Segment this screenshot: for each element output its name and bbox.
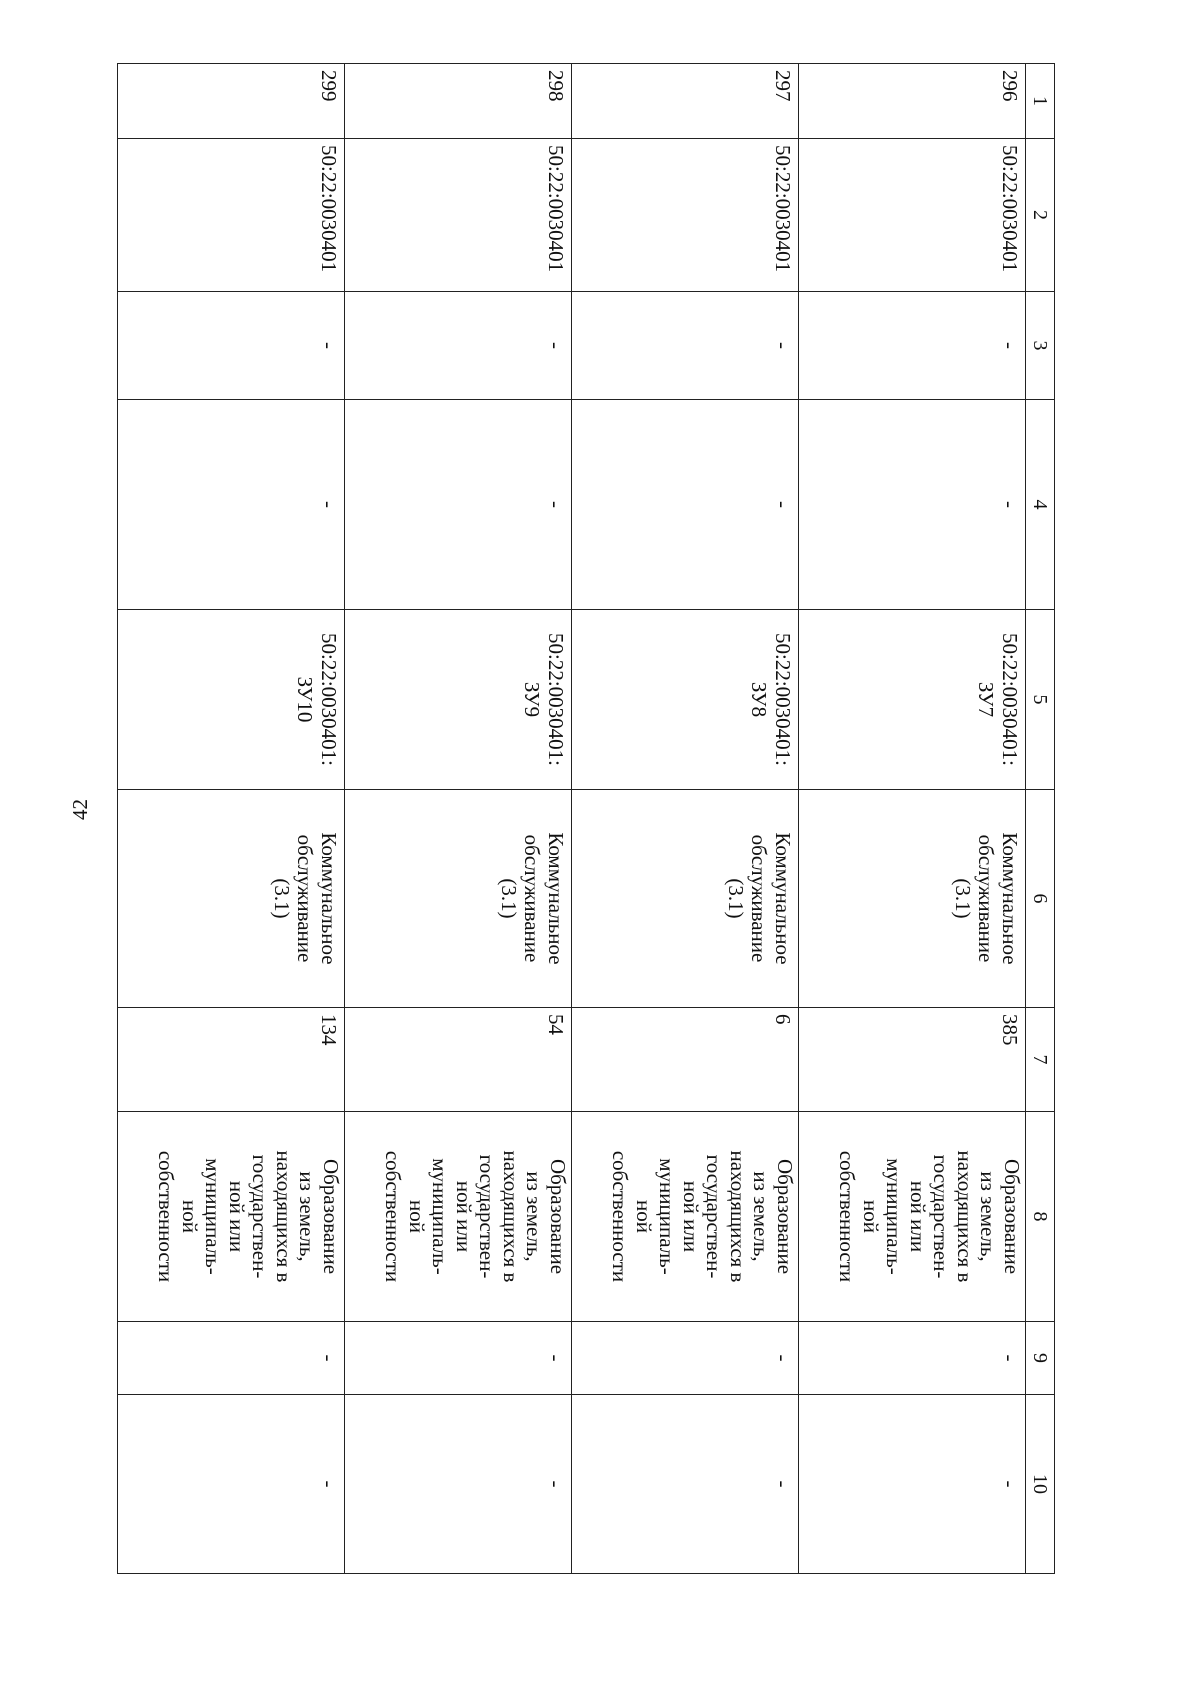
cell-line: ной xyxy=(177,1200,202,1233)
cell-line: находящихся в xyxy=(952,1150,977,1283)
col10-value xyxy=(798,1395,1025,1574)
col3-value xyxy=(798,292,1025,400)
cell-line: - xyxy=(770,342,795,349)
cell-line: 50:22:0030401 xyxy=(316,145,341,273)
cell-line: (3.1) xyxy=(496,878,521,919)
cell-line: - xyxy=(997,1354,1022,1362)
cell-line: 297 xyxy=(770,70,795,102)
cell-line: - xyxy=(770,1480,795,1488)
area-value xyxy=(344,1008,571,1112)
row-number xyxy=(344,64,571,139)
cell-line: муниципаль- xyxy=(201,1158,226,1275)
cell-line: - xyxy=(543,1480,568,1488)
col9-value xyxy=(117,1322,344,1395)
row-number xyxy=(117,64,344,139)
area-value xyxy=(571,1008,798,1112)
cell-line: - xyxy=(997,1480,1022,1488)
cadastral-designation xyxy=(117,610,344,790)
header-cell: 5 xyxy=(1025,610,1054,790)
cell-line: ной xyxy=(631,1200,656,1233)
header-cell: 4 xyxy=(1025,400,1054,610)
cell-line: обслуживание xyxy=(974,834,999,963)
cell-line: ЗУ7 xyxy=(974,681,999,718)
row-number xyxy=(798,64,1025,139)
cell-line: из земель, xyxy=(522,1171,547,1262)
cell-line: - xyxy=(770,501,795,508)
cell-line: Образование xyxy=(318,1158,343,1275)
cell-line: - xyxy=(316,342,341,349)
header-row xyxy=(1025,64,1054,1574)
cell-line: собственности xyxy=(835,1150,859,1283)
cell-line: находящихся в xyxy=(498,1150,523,1283)
formation-method xyxy=(571,1112,798,1322)
cell-line: 50:22:0030401: xyxy=(543,632,568,766)
cell-line: ЗУ10 xyxy=(293,676,318,723)
cell-line: ной или xyxy=(224,1180,249,1253)
header-cell: 2 xyxy=(1025,139,1054,292)
permitted-use xyxy=(117,790,344,1008)
cell-line: находящихся в xyxy=(271,1150,296,1283)
cell-line: - xyxy=(316,1354,341,1362)
col3-value xyxy=(117,292,344,400)
cell-line: ной или xyxy=(678,1180,703,1253)
col3-value xyxy=(344,292,571,400)
cell-line: обслуживание xyxy=(747,834,772,963)
formation-method xyxy=(117,1112,344,1322)
cell-line: 50:22:0030401 xyxy=(543,145,568,273)
cell-line: (3.1) xyxy=(269,878,294,919)
cell-line: собственности xyxy=(154,1150,178,1283)
formation-method xyxy=(798,1112,1025,1322)
cell-line: муниципаль- xyxy=(428,1158,453,1275)
cell-line: - xyxy=(997,501,1022,508)
cell-line: 6 xyxy=(770,1014,795,1025)
quarter-number xyxy=(117,139,344,292)
header-cell: 1 xyxy=(1025,64,1054,139)
cell-line: - xyxy=(770,1354,795,1362)
header-cell: 3 xyxy=(1025,292,1054,400)
cell-line: 50:22:0030401 xyxy=(997,145,1022,273)
land-plots-table xyxy=(117,63,1055,1574)
cell-line: собственности xyxy=(381,1150,405,1283)
cell-line: государствен- xyxy=(248,1154,273,1279)
cell-line: 298 xyxy=(543,70,568,102)
table-row xyxy=(571,64,798,1574)
cell-line: 385 xyxy=(997,1014,1022,1046)
col10-value xyxy=(117,1395,344,1574)
quarter-number xyxy=(571,139,798,292)
cell-line: ной xyxy=(858,1200,883,1233)
cell-line: - xyxy=(543,501,568,508)
quarter-number xyxy=(344,139,571,292)
permitted-use xyxy=(571,790,798,1008)
col4-value xyxy=(798,400,1025,610)
cell-line: Коммунальное xyxy=(997,832,1022,965)
cell-line: муниципаль- xyxy=(882,1158,907,1275)
formation-method xyxy=(344,1112,571,1322)
table-row xyxy=(344,64,571,1574)
cell-line: 296 xyxy=(997,70,1022,102)
col4-value xyxy=(571,400,798,610)
cell-line: из земель, xyxy=(295,1171,320,1262)
col10-value xyxy=(571,1395,798,1574)
cell-line: государствен- xyxy=(702,1154,727,1279)
header-cell: 9 xyxy=(1025,1322,1054,1395)
cell-line: Коммунальное xyxy=(770,832,795,965)
page-number: 42 xyxy=(68,799,92,820)
cell-line: Коммунальное xyxy=(316,832,341,965)
cell-line: муниципаль- xyxy=(655,1158,680,1275)
cell-line: - xyxy=(316,1480,341,1488)
col9-value xyxy=(344,1322,571,1395)
cell-line: из земель, xyxy=(976,1171,1001,1262)
table-row xyxy=(117,64,344,1574)
cell-line: 54 xyxy=(543,1014,568,1035)
header-cell: 8 xyxy=(1025,1112,1054,1322)
cell-line: находящихся в xyxy=(725,1150,750,1283)
cadastral-designation xyxy=(798,610,1025,790)
cell-line: 50:22:0030401: xyxy=(316,632,341,766)
cell-line: 50:22:0030401 xyxy=(770,145,795,273)
col10-value xyxy=(344,1395,571,1574)
cell-line: из земель, xyxy=(749,1171,774,1262)
row-number xyxy=(571,64,798,139)
quarter-number xyxy=(798,139,1025,292)
cell-line: 134 xyxy=(316,1014,341,1046)
cell-line: обслуживание xyxy=(520,834,545,963)
col4-value xyxy=(117,400,344,610)
cell-line: государствен- xyxy=(475,1154,500,1279)
cell-line: Коммунальное xyxy=(543,832,568,965)
cell-line: ной или xyxy=(905,1180,930,1253)
cell-line: государствен- xyxy=(929,1154,954,1279)
rotated-table-container xyxy=(118,63,1055,1573)
cell-line: ЗУ8 xyxy=(747,681,772,718)
cell-line: - xyxy=(997,342,1022,349)
header-cell: 6 xyxy=(1025,790,1054,1008)
area-value xyxy=(798,1008,1025,1112)
permitted-use xyxy=(344,790,571,1008)
cell-line: - xyxy=(316,501,341,508)
cell-line: 50:22:0030401: xyxy=(997,632,1022,766)
cell-line: Образование xyxy=(772,1158,797,1275)
cell-line: собственности xyxy=(608,1150,632,1283)
cell-line: (3.1) xyxy=(723,878,748,919)
col4-value xyxy=(344,400,571,610)
cell-line: 50:22:0030401: xyxy=(770,632,795,766)
cell-line: - xyxy=(543,342,568,349)
cell-line: ной или xyxy=(451,1180,476,1253)
header-cell: 10 xyxy=(1025,1395,1054,1574)
cadastral-designation xyxy=(344,610,571,790)
cell-line: (3.1) xyxy=(950,878,975,919)
table-row xyxy=(798,64,1025,1574)
col9-value xyxy=(798,1322,1025,1395)
cell-line: Образование xyxy=(999,1158,1024,1275)
area-value xyxy=(117,1008,344,1112)
permitted-use xyxy=(798,790,1025,1008)
header-cell: 7 xyxy=(1025,1008,1054,1112)
cell-line: 299 xyxy=(316,70,341,102)
cadastral-designation xyxy=(571,610,798,790)
cell-line: ЗУ9 xyxy=(520,681,545,718)
cell-line: - xyxy=(543,1354,568,1362)
col3-value xyxy=(571,292,798,400)
col9-value xyxy=(571,1322,798,1395)
cell-line: обслуживание xyxy=(293,834,318,963)
cell-line: ной xyxy=(404,1200,429,1233)
cell-line: Образование xyxy=(545,1158,570,1275)
